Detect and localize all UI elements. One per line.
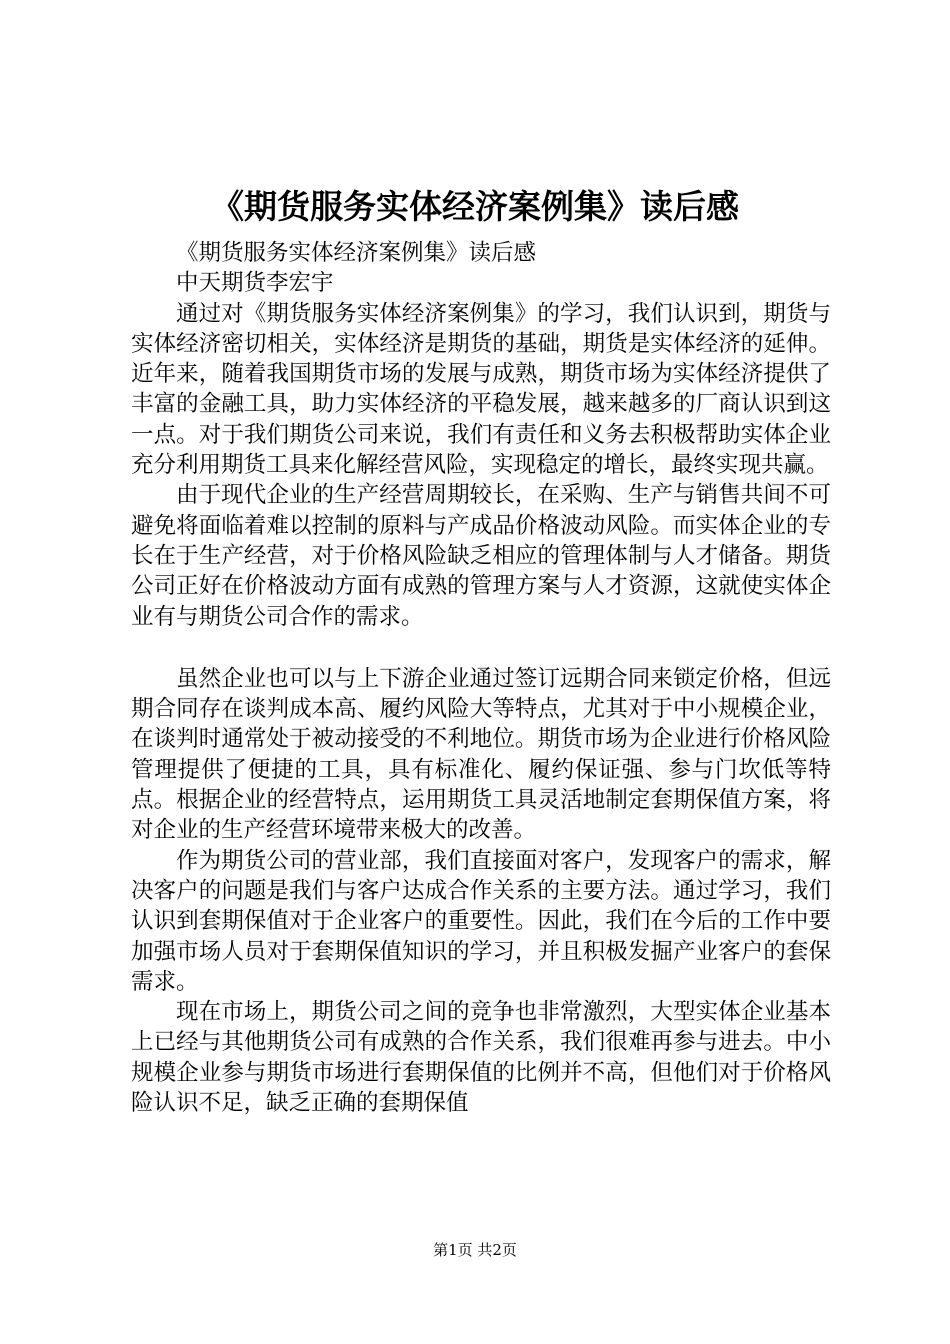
author-line: 中天期货李宏宇: [176, 270, 334, 297]
paragraph-4: 作为期货公司的营业部，我们直接面对客户，发现客户的需求，解决客户的问题是我们与客户达成合作关系的主要方法。通过学习，我们认识到套期保值对于企业客户的重要性。因此，我们在今后的工作中要加强市场人员对于套期保值知识的学习，并且积极发掘产业客户的套保需求。: [131, 847, 831, 995]
paragraph-5: 现在市场上，期货公司之间的竞争也非常激烈，大型实体企业基本上已经与其他期货公司有成熟的合作关系，我们很难再参与进去。中小规模企业参与期货市场进行套期保值的比例并不高，但他们对于价格风险认识不足，缺乏正确的套期保值: [131, 999, 831, 1117]
page-footer: 第1页 共2页: [433, 1241, 517, 1259]
paragraph-2: 由于现代企业的生产经营周期较长，在采购、生产与销售共间不可避免将面临着难以控制的原料与产成品价格波动风险。而实体企业的专长在于生产经营，对于价格风险缺乏相应的管理体制与人才储备。期货公司正好在价格波动方面有成熟的管理方案与人才资源，这就使实体企业有与期货公司合作的需求。: [131, 482, 831, 630]
paragraph-1: 通过对《期货服务实体经济案例集》的学习，我们认识到，期货与实体经济密切相关，实体经济是期货的基础，期货是实体经济的延伸。近年来，随着我国期货市场的发展与成熟，期货市场为实体经济提供了丰富的金融工具，助力实体经济的平稳发展，越来越多的厂商认识到这一点。对于我们期货公司来说，我们有责任和义务去积极帮助实体企业充分利用期货工具来化解经营风险，实现稳定的增长，最终实现共赢。: [131, 300, 831, 479]
subtitle-line: 《期货服务实体经济案例集》读后感: [176, 240, 537, 266]
paragraph-3: 虽然企业也可以与上下游企业通过签订远期合同来锁定价格，但远期合同存在谈判成本高、履约风险大等特点，尤其对于中小规模企业，在谈判时通常处于被动接受的不利地位。期货市场为企业进行价格风险管理提供了便捷的工具，具有标准化、履约保证强、参与门坎低等特点。根据企业的经营特点，运用期货工具灵活地制定套期保值方案，将对企业的生产经营环境带来极大的改善。: [131, 665, 831, 844]
document-body: [131, 238, 831, 1118]
document-title: 《期货服务实体经济案例集》读后感: [211, 187, 739, 226]
paragraph-spacer: [131, 632, 831, 664]
